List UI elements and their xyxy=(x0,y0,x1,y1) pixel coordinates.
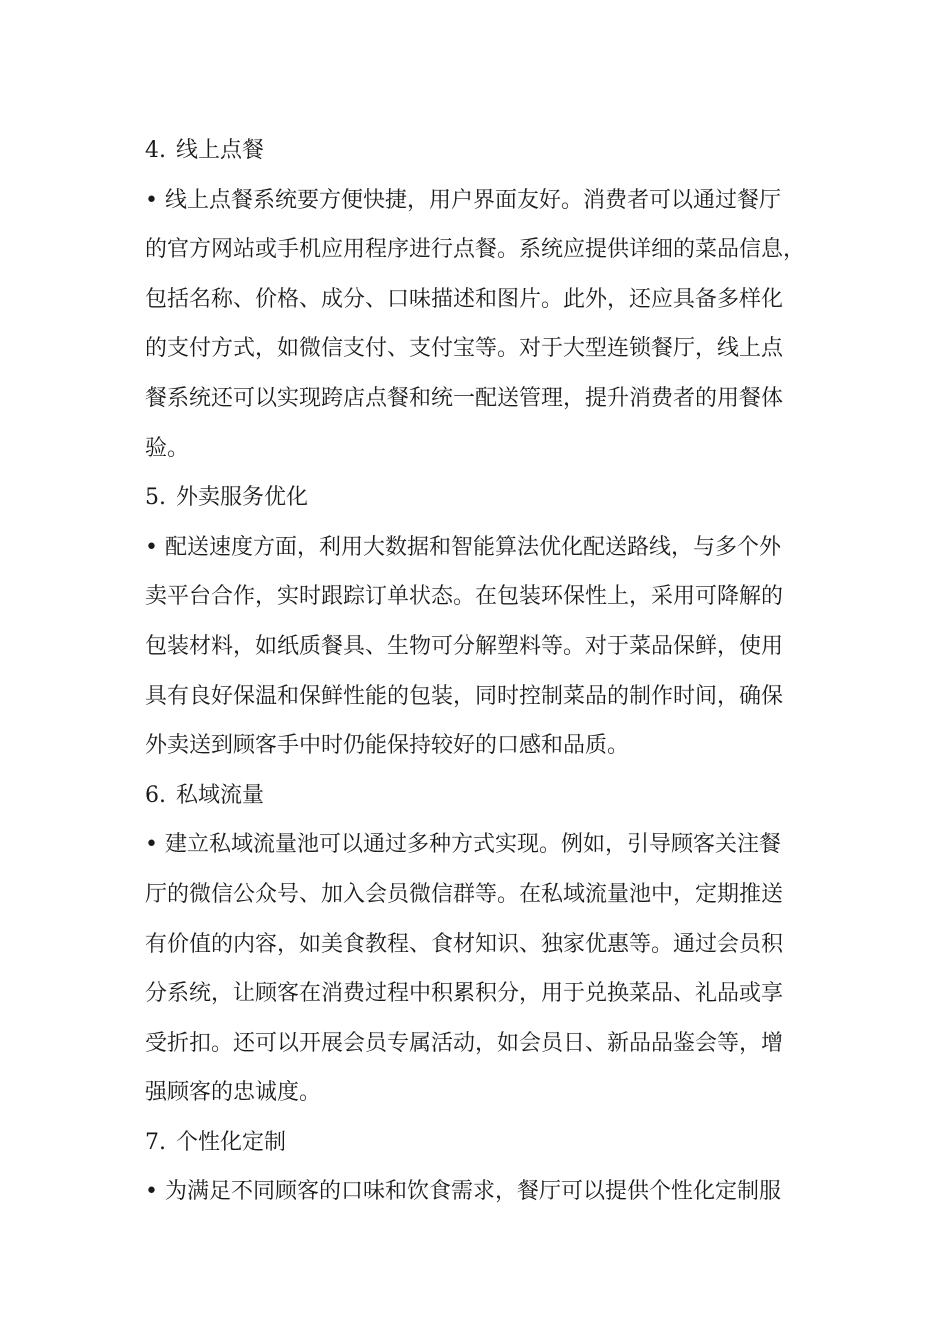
paragraph-line: 具有良好保温和保鲜性能的包装，同时控制菜品的制作时间，确保 xyxy=(145,683,784,709)
paragraph-line: 包括名称、价格、成分、口味描述和图片。此外，还应具备多样化 xyxy=(145,286,784,312)
paragraph-line: 包装材料，如纸质餐具、生物可分解塑料等。对于菜品保鲜，使用 xyxy=(145,633,784,659)
paragraph-line: 受折扣。还可以开展会员专属活动，如会员日、新品品鉴会等，增 xyxy=(145,1030,784,1056)
paragraph-line: 厅的微信公众号、加入会员微信群等。在私域流量池中，定期推送 xyxy=(145,881,784,907)
section-number: 4. xyxy=(145,138,166,163)
section-title: 线上点餐 xyxy=(176,138,265,163)
paragraph-line: 分系统，让顾客在消费过程中积累积分，用于兑换菜品、礼品或享 xyxy=(145,981,784,1007)
paragraph-line: • 配送速度方面，利用大数据和智能算法优化配送路线，与多个外 xyxy=(145,534,781,560)
section-heading xyxy=(145,126,807,176)
section-title: 外卖服务优化 xyxy=(176,485,309,511)
paragraph-line: • 线上点餐系统要方便快捷，用户界面友好。消费者可以通过餐厅 xyxy=(145,187,781,213)
section-title: 私域流量 xyxy=(176,782,265,808)
paragraph-line: 强顾客的忠诚度。 xyxy=(145,1080,322,1106)
paragraph-line: • 为满足不同顾客的口味和饮食需求，餐厅可以提供个性化定制服 xyxy=(145,1179,781,1205)
section-number: 6. xyxy=(145,782,166,808)
section-title: 个性化定制 xyxy=(176,1129,287,1155)
section-heading xyxy=(145,771,807,821)
paragraph-line: 卖平台合作，实时跟踪订单状态。在包装环保性上，采用可降解的 xyxy=(145,584,784,610)
paragraph-line: 的支付方式，如微信支付、支付宝等。对于大型连锁餐厅，线上点 xyxy=(145,336,784,362)
section-heading xyxy=(145,1118,807,1168)
section-number: 7. xyxy=(145,1129,166,1155)
paragraph-line: 的官方网站或手机应用程序进行点餐。系统应提供详细的菜品信息， xyxy=(145,237,806,263)
section-number: 5. xyxy=(145,485,166,511)
paragraph-line: 验。 xyxy=(145,435,190,461)
document-page xyxy=(145,126,807,1217)
paragraph-line: 餐系统还可以实现跨店点餐和统一配送管理，提升消费者的用餐体 xyxy=(145,385,784,411)
paragraph-line: 外卖送到顾客手中时仍能保持较好的口感和品质。 xyxy=(145,733,630,759)
paragraph-line: 有价值的内容，如美食教程、食材知识、独家优惠等。通过会员积 xyxy=(145,931,784,957)
paragraph-line: • 建立私域流量池可以通过多种方式实现。例如，引导顾客关注餐 xyxy=(145,832,781,858)
section-heading xyxy=(145,473,807,523)
